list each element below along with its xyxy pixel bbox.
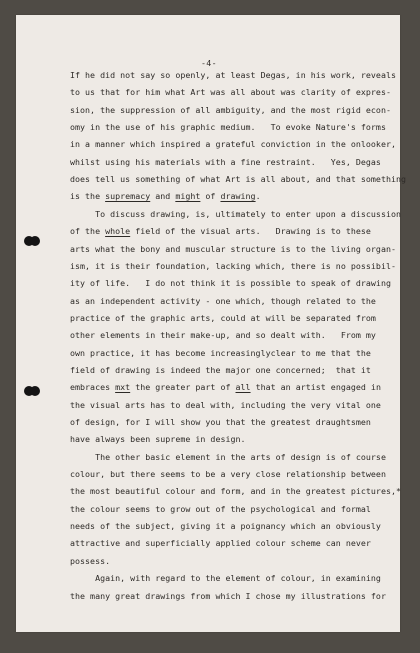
binder-hole-bottom-2: [30, 386, 40, 396]
text-run: embraces: [70, 382, 116, 393]
text-run: the greater part of: [130, 382, 236, 393]
text-line: [70, 382, 381, 392]
text-run: field of the visual arts. Drawing is to these: [130, 226, 371, 237]
text-line: attractive and superficially applied colour scheme can never: [70, 538, 371, 549]
text-line: ity of life. I do not think it is possible to speak of drawing: [70, 278, 391, 289]
text-line: ism, it is their foundation, lacking which, there is no possibil-: [70, 260, 396, 271]
text-line: [70, 191, 261, 201]
text-line: own practice, it has become increasinglyclear to me that the: [70, 347, 371, 358]
underlined-word: mxt: [115, 382, 131, 393]
text-line: [70, 226, 371, 236]
text-line: have always been supreme in design.: [70, 434, 246, 445]
text-line: whilst using his materials with a fine restraint. Yes, Degas: [70, 156, 381, 167]
text-line: sion, the suppression of all ambiguity, and the most rigid econ-: [70, 104, 391, 115]
text-run: of the: [70, 226, 106, 237]
text-line: arts what the bony and muscular structure is to the living organ-: [70, 243, 396, 254]
text-line: to us that for him what Art was all about was clarity of expres-: [70, 87, 391, 98]
text-run: that an artist engaged in: [250, 382, 381, 393]
text-line: colour, but there seems to be a very close relationship between: [70, 469, 386, 480]
text-line: The other basic element in the arts of design is of course: [70, 451, 386, 462]
text-line: field of drawing is indeed the major one concerned; that it: [70, 364, 371, 375]
text-line: of design, for I will show you that the greatest draughtsmen: [70, 417, 371, 427]
underlined-word: drawing: [220, 191, 256, 202]
underlined-word: supremacy: [105, 191, 151, 202]
text-line: other elements in their make-up, and so dealt with. From my: [70, 330, 376, 341]
text-run: of: [200, 191, 221, 202]
text-run: .: [255, 191, 261, 202]
text-line: the colour seems to grow out of the psychological and formal: [70, 503, 371, 514]
text-line: Again, with regard to the element of colour, in examining: [70, 573, 381, 584]
text-line: needs of the subject, giving it a poignancy which an obviously: [70, 521, 381, 532]
text-line: If he did not say so openly, at least Degas, in his work, reveals: [70, 70, 396, 80]
text-line: as an independent activity - one which, though related to the: [70, 295, 376, 306]
underlined-word: whole: [105, 226, 131, 237]
underlined-word: all: [235, 382, 251, 393]
text-line: omy in the use of his graphic medium. To evoke Nature's forms: [70, 122, 386, 133]
text-line: does tell us something of what Art is all about, and that something: [70, 174, 407, 185]
underlined-word: might: [175, 191, 201, 202]
text-line: the visual arts has to deal with, including the very vital one: [70, 399, 381, 410]
text-line: possess.: [70, 555, 111, 566]
text-run: and: [150, 191, 176, 202]
text-line: practice of the graphic arts, could at will be separated from: [70, 312, 376, 323]
text-line: in a manner which inspired a grateful conviction in the onlooker,: [70, 139, 396, 150]
text-line: the many great drawings from which I chose my illustrations for: [70, 590, 386, 601]
document-page: [16, 15, 407, 632]
page-number: -4-: [201, 58, 217, 68]
text-line: To discuss drawing, is, ultimately to enter upon a discussion: [70, 208, 401, 219]
text-run: is the: [70, 191, 106, 202]
binder-hole-top-2: [30, 236, 40, 246]
text-line: the most beautiful colour and form, and in the greatest pictures,*: [70, 486, 401, 497]
